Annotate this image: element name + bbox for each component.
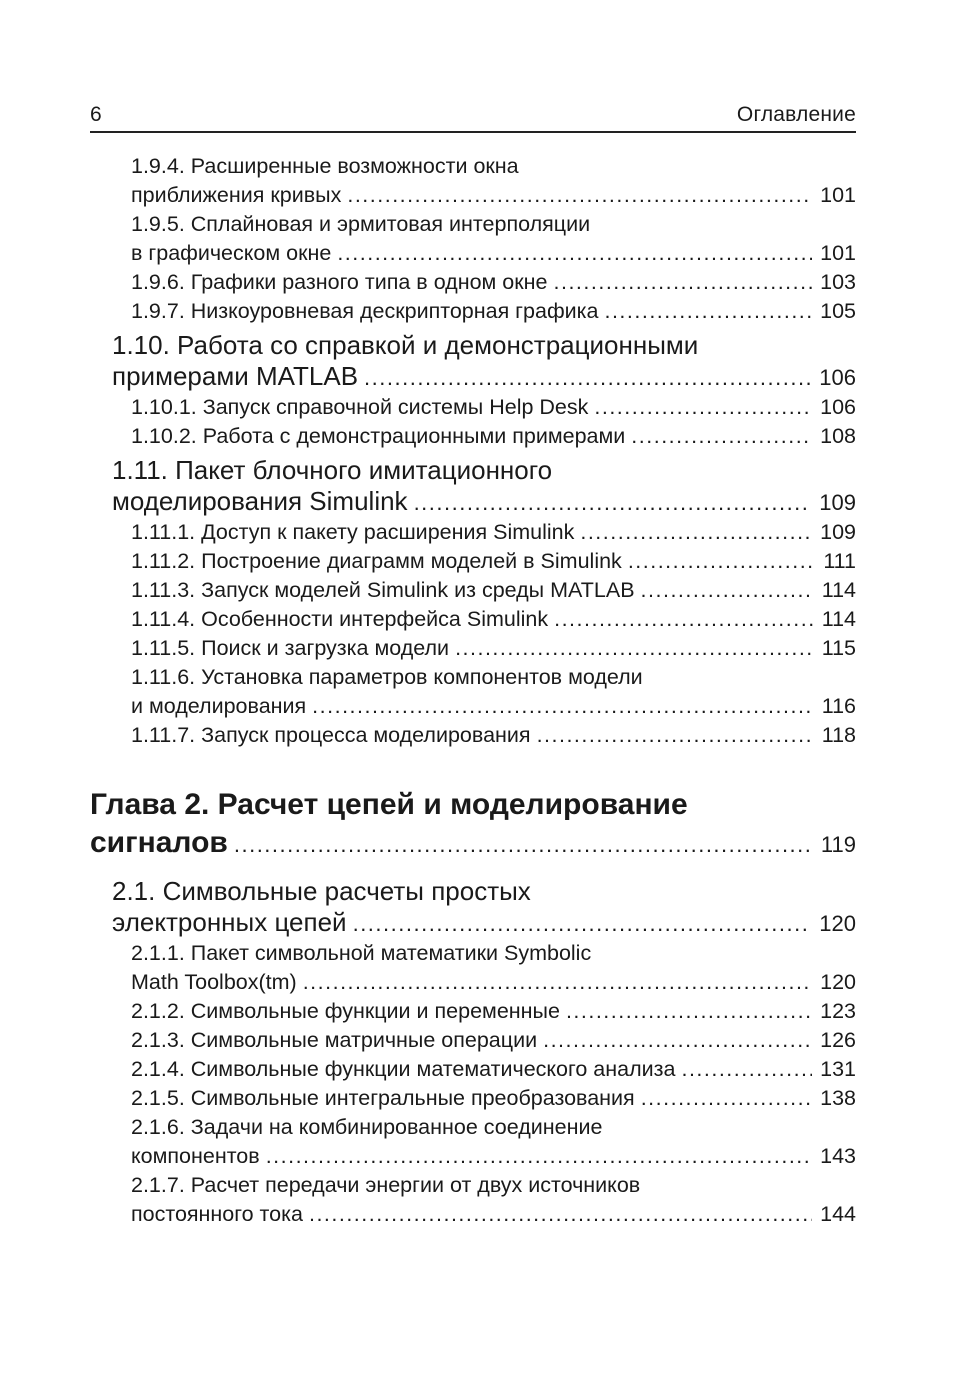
toc-page-number: 123 xyxy=(820,999,856,1023)
dot-leader xyxy=(337,239,812,268)
dot-leader xyxy=(303,968,812,997)
toc-entry-title-line: 1.11. Пакет блочного имитационного xyxy=(112,455,553,485)
table-of-contents xyxy=(90,152,856,1229)
subsection-entry[interactable] xyxy=(90,518,856,547)
toc-page-number: 119 xyxy=(820,832,856,857)
toc-page-number: 118 xyxy=(821,723,856,747)
toc-entry-last-line xyxy=(131,1142,856,1171)
dot-leader xyxy=(309,1200,812,1229)
toc-page-number: 114 xyxy=(821,578,856,602)
toc-entry-title-line: 2.1.7. Расчет передачи энергии от двух источников xyxy=(131,1173,641,1197)
page-number: 6 xyxy=(90,103,102,126)
subsection-entry[interactable] xyxy=(90,210,856,268)
subsection-entry[interactable] xyxy=(90,997,856,1026)
running-title: Оглавление xyxy=(736,103,856,126)
subsection-entry[interactable] xyxy=(90,634,856,663)
toc-entry-title: и моделирования xyxy=(131,694,307,718)
toc-entry-title: постоянного тока xyxy=(131,1202,303,1226)
dot-leader xyxy=(554,605,814,634)
dot-leader xyxy=(266,1142,812,1171)
toc-entry-title: 1.11.5. Поиск и загрузка модели xyxy=(131,636,450,660)
section-entry[interactable] xyxy=(90,455,856,518)
toc-entry-title: 1.10.2. Работа с демонстрационными примерами xyxy=(131,424,626,448)
dot-leader xyxy=(566,997,812,1026)
toc-entry-title: приближения кривых xyxy=(131,183,342,207)
dot-leader xyxy=(353,908,812,939)
subsection-entry[interactable] xyxy=(90,297,856,326)
subsection-entry[interactable] xyxy=(90,1055,856,1084)
dot-leader xyxy=(641,576,814,605)
subsection-entry[interactable] xyxy=(90,1171,856,1229)
chapter-entry[interactable] xyxy=(90,786,856,864)
subsection-entry[interactable] xyxy=(90,939,856,997)
section-entry[interactable] xyxy=(90,876,856,939)
subsection-entry[interactable] xyxy=(90,422,856,451)
toc-entry-last-line xyxy=(131,181,856,210)
toc-entry-title: 2.1.4. Символьные функции математического анализа xyxy=(131,1057,676,1081)
subsection-entry[interactable] xyxy=(90,268,856,297)
toc-entry-last-line xyxy=(131,422,856,451)
toc-page-number: 103 xyxy=(820,270,856,294)
toc-page-number: 143 xyxy=(820,1144,856,1168)
toc-entry-title: 1.9.7. Низкоуровневая дескрипторная графика xyxy=(131,299,599,323)
subsection-entry[interactable] xyxy=(90,1026,856,1055)
dot-leader xyxy=(604,297,812,326)
toc-entry-last-line xyxy=(131,605,856,634)
toc-entry-title: 1.11.4. Особенности интерфейса Simulink xyxy=(131,607,549,631)
toc-page-number: 101 xyxy=(820,241,856,265)
toc-entry-title: 2.1.3. Символьные матричные операции xyxy=(131,1028,538,1052)
toc-entry-last-line xyxy=(131,721,856,750)
toc-entry-last-line xyxy=(131,518,856,547)
dot-leader xyxy=(554,268,813,297)
toc-entry-title: 1.9.6. Графики разного типа в одном окне xyxy=(131,270,548,294)
toc-page-number: 109 xyxy=(820,520,856,544)
subsection-entry[interactable] xyxy=(90,605,856,634)
toc-page-number: 114 xyxy=(821,607,856,631)
dot-leader xyxy=(347,181,812,210)
toc-entry-last-line xyxy=(131,968,856,997)
toc-entry-title-line: 1.10. Работа со справкой и демонстрационными xyxy=(112,330,699,360)
dot-leader xyxy=(641,1084,812,1113)
dot-leader xyxy=(543,1026,812,1055)
toc-entry-title: сигналов xyxy=(90,826,228,859)
toc-entry-last-line xyxy=(131,692,856,721)
toc-entry-title-line: 2.1.6. Задачи на комбинированное соединение xyxy=(131,1115,603,1139)
dot-leader xyxy=(580,518,812,547)
toc-page-number: 120 xyxy=(819,911,856,936)
toc-entry-last-line xyxy=(131,1055,856,1084)
toc-entry-last-line xyxy=(131,997,856,1026)
toc-entry-title: в графическом окне xyxy=(131,241,332,265)
toc-entry-last-line xyxy=(131,239,856,268)
toc-page-number: 138 xyxy=(820,1086,856,1110)
toc-entry-title: 1.10.1. Запуск справочной системы Help Desk xyxy=(131,395,589,419)
toc-page-number: 109 xyxy=(819,490,856,515)
toc-entry-title: 2.1.2. Символьные функции и переменные xyxy=(131,999,560,1023)
subsection-entry[interactable] xyxy=(90,721,856,750)
toc-page-number: 115 xyxy=(821,636,856,660)
toc-entry-title-line: 1.9.5. Сплайновая и эрмитовая интерполяции xyxy=(131,212,591,236)
toc-entry-title: 1.11.1. Доступ к пакету расширения Simulink xyxy=(131,520,575,544)
dot-leader xyxy=(455,634,814,663)
toc-entry-title: электронных цепей xyxy=(112,907,347,937)
toc-entry-last-line xyxy=(112,907,856,939)
toc-entry-last-line xyxy=(112,486,856,518)
toc-entry-last-line xyxy=(90,824,856,864)
subsection-entry[interactable] xyxy=(90,152,856,210)
section-entry[interactable] xyxy=(90,330,856,393)
toc-entry-title-line: Глава 2. Расчет цепей и моделирование xyxy=(90,788,688,821)
subsection-entry[interactable] xyxy=(90,1113,856,1171)
toc-page-number: 106 xyxy=(819,365,856,390)
toc-page-number: 101 xyxy=(820,183,856,207)
toc-entry-title: компонентов xyxy=(131,1144,260,1168)
toc-entry-last-line xyxy=(131,297,856,326)
toc-entry-title-line: 2.1.1. Пакет символьной математики Symbolic xyxy=(131,941,592,965)
toc-page-number: 116 xyxy=(821,694,856,718)
dot-leader xyxy=(628,547,816,576)
toc-entry-title: Math Toolbox(tm) xyxy=(131,970,297,994)
dot-leader xyxy=(234,826,813,864)
toc-entry-title-line: 1.11.6. Установка параметров компонентов модели xyxy=(131,665,643,689)
dot-leader xyxy=(537,721,814,750)
running-header xyxy=(90,103,856,133)
dot-leader xyxy=(631,422,812,451)
toc-entry-last-line xyxy=(131,393,856,422)
toc-entry-title-line: 2.1. Символьные расчеты простых xyxy=(112,876,531,906)
toc-entry-title: 1.11.3. Запуск моделей Simulink из среды MATLAB xyxy=(131,578,635,602)
toc-entry-title: моделирования Simulink xyxy=(112,486,408,516)
subsection-entry[interactable] xyxy=(90,547,856,576)
subsection-entry[interactable] xyxy=(90,393,856,422)
dot-leader xyxy=(414,487,812,518)
toc-page-number: 108 xyxy=(820,424,856,448)
dot-leader xyxy=(312,692,814,721)
toc-entry-last-line xyxy=(131,547,856,576)
toc-entry-title-line: 1.9.4. Расширенные возможности окна xyxy=(131,154,519,178)
subsection-entry[interactable] xyxy=(90,576,856,605)
subsection-entry[interactable] xyxy=(90,1084,856,1113)
toc-page-number: 106 xyxy=(820,395,856,419)
dot-leader xyxy=(364,362,811,393)
dot-leader xyxy=(594,393,812,422)
toc-entry-last-line xyxy=(131,1026,856,1055)
toc-page-number: 126 xyxy=(820,1028,856,1052)
toc-page-number: 105 xyxy=(820,299,856,323)
toc-entry-title: 2.1.5. Символьные интегральные преобразования xyxy=(131,1086,635,1110)
toc-entry-last-line xyxy=(131,576,856,605)
toc-page-number: 131 xyxy=(820,1057,856,1081)
dot-leader xyxy=(681,1055,812,1084)
toc-entry-title: 1.11.7. Запуск процесса моделирования xyxy=(131,723,531,747)
toc-page-number: 120 xyxy=(820,970,856,994)
toc-entry-last-line xyxy=(112,361,856,393)
toc-entry-last-line xyxy=(131,634,856,663)
toc-page-number: 144 xyxy=(820,1202,856,1226)
toc-entry-title: примерами MATLAB xyxy=(112,361,359,391)
toc-entry-last-line xyxy=(131,1200,856,1229)
subsection-entry[interactable] xyxy=(90,663,856,721)
toc-entry-last-line xyxy=(131,268,856,297)
toc-entry-last-line xyxy=(131,1084,856,1113)
toc-entry-title: 1.11.2. Построение диаграмм моделей в Simulink xyxy=(131,549,622,573)
toc-page-number: 111 xyxy=(823,549,856,573)
